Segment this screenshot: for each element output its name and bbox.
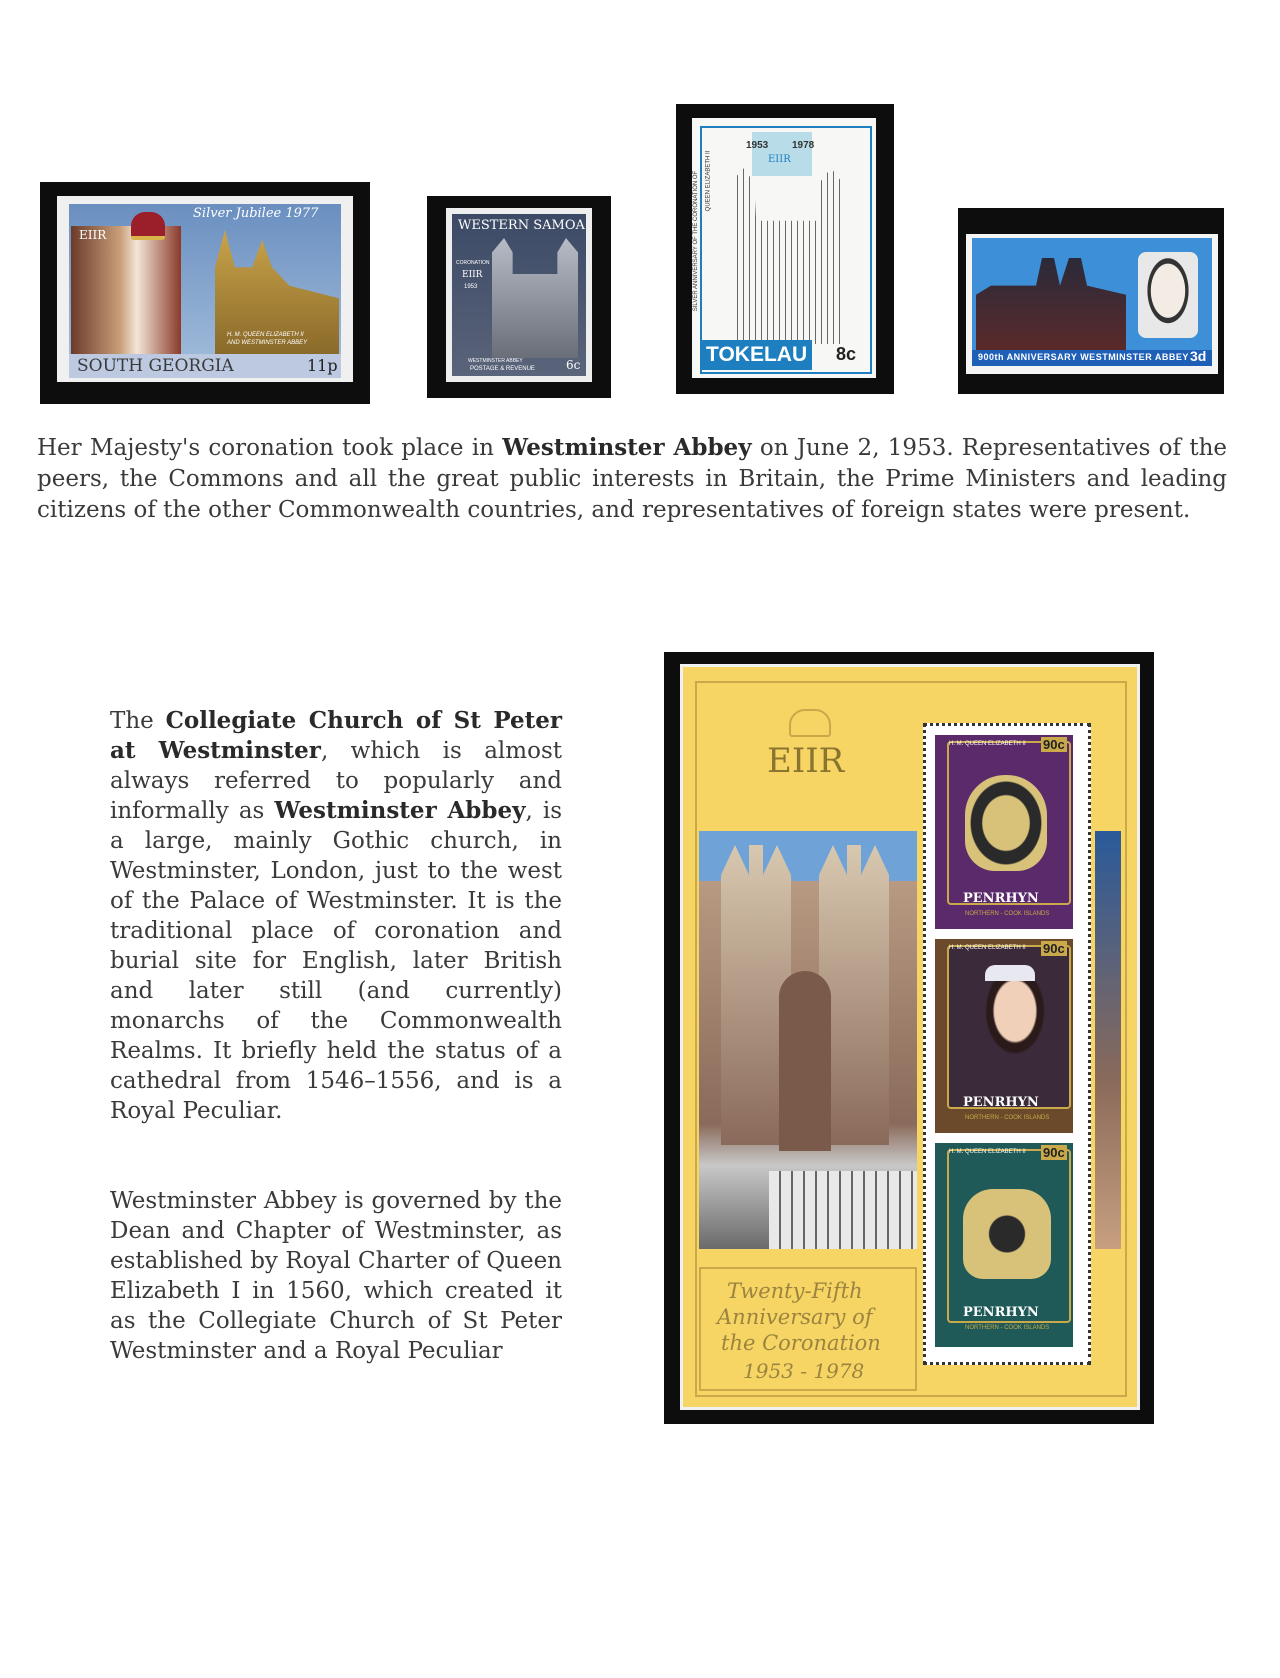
queen-portrait xyxy=(71,226,181,354)
stamp-name: PENRHYN xyxy=(963,891,1039,906)
coronation-year: 1953 xyxy=(464,284,478,290)
stamp-value: 3d xyxy=(1190,348,1207,364)
arms-emblem xyxy=(963,1189,1051,1279)
para1-text-2: , which is almost always referred to popularly and informally as xyxy=(110,738,562,824)
stamp-caption-1: WESTMINSTER ABBEY xyxy=(468,358,523,364)
side-text: SILVER ANNIVERSARY OF THE CORONATION OF xyxy=(693,170,700,312)
sheet-cypher: EIIR xyxy=(767,741,845,781)
stamp-country: TOKELAU xyxy=(706,343,808,366)
abbey-governance xyxy=(110,1186,562,1366)
penrhyn-stamp-cook-arms xyxy=(935,1143,1073,1347)
stamp-country: WESTERN SAMOA xyxy=(458,218,585,233)
cypher: EIIR xyxy=(79,228,107,242)
para1-text-1: The xyxy=(110,708,166,734)
stamp-western-samoa xyxy=(446,208,592,382)
stamp-tokelau xyxy=(692,118,876,378)
stamp-top-text: H. M. QUEEN ELIZABETH II xyxy=(949,1149,1026,1155)
para1-text-3: , is a large, mainly Gothic church, in Westminster, London, just to the west of the Palace of Westminster. It is the traditional place of coronation and burial site for English, later British and later still (and currently) monarchs of the Commonwealth Realms. It briefly held the status of a cathedral from 1546–1556, and is a Royal Peculiar. xyxy=(110,798,563,1124)
stamp-value: 8c xyxy=(836,344,857,364)
stamp-top-text: H. M. QUEEN ELIZABETH II xyxy=(949,741,1026,747)
coronation-label: CORONATION xyxy=(456,260,490,266)
stamp-sub: NORTHERN - COOK ISLANDS xyxy=(965,1115,1050,1121)
sheet-caption-2: Anniversary of xyxy=(717,1305,873,1329)
stamp-sub: NORTHERN - COOK ISLANDS xyxy=(965,911,1050,917)
crown-icon xyxy=(789,709,831,737)
stamp-value: 90c xyxy=(1043,941,1065,956)
sheet-caption-1: Twenty-Fifth xyxy=(727,1279,863,1303)
cypher: EIIR xyxy=(462,270,483,280)
stamp-caption-2: POSTAGE & REVENUE xyxy=(470,366,535,372)
stamp-value: 90c xyxy=(1043,737,1065,752)
royal-arms-emblem xyxy=(965,775,1047,871)
side-text-2: QUEEN ELIZABETH II xyxy=(705,150,712,212)
intro-bold: Westminster Abbey xyxy=(502,434,752,461)
para1-bold-2: Westminster Abbey xyxy=(274,797,526,824)
years-right: 1978 xyxy=(792,140,815,151)
penrhyn-stamp-portrait xyxy=(935,939,1073,1133)
para1-bold-1: Collegiate Church of St Peter at Westminster xyxy=(110,707,562,764)
stamp-value: 6c xyxy=(566,358,581,372)
para2-text: Westminster Abbey is governed by the Dean and Chapter of Westminster, as established by Royal Charter of Queen Elizabeth I in 1560, which created it as the Collegiate Church of St Peter Westminster and a Royal Peculiar xyxy=(110,1188,562,1364)
penrhyn-stamp-arms xyxy=(935,735,1073,929)
stamp-caption-2: AND WESTMINSTER ABBEY xyxy=(227,340,308,346)
stamp-top-text: H. M. QUEEN ELIZABETH II xyxy=(949,945,1026,951)
miniature-sheet xyxy=(680,664,1140,1410)
abbey-photo xyxy=(699,831,917,1249)
crown-shape xyxy=(131,212,165,240)
stamp-south-georgia xyxy=(57,196,353,382)
cypher: EIIR xyxy=(768,154,791,165)
stamp-name: PENRHYN xyxy=(963,1305,1039,1320)
stamp-gb-westminster xyxy=(966,234,1218,374)
stamp-sub: NORTHERN - COOK ISLANDS xyxy=(965,1325,1050,1331)
intro-text-2: on June 2, 1953. Representatives of the peers, the Commons and all the great public interests in Britain, the Prime Ministers and leading citizens of the other Commonwealth countries, and representatives of foreign states were present. xyxy=(37,435,1227,523)
stamp-title: Silver Jubilee 1977 xyxy=(193,206,319,221)
sheet-caption-4: 1953 - 1978 xyxy=(743,1359,865,1383)
intro-paragraph xyxy=(37,432,1227,526)
stamp-caption-1: H. M. QUEEN ELIZABETH II xyxy=(227,332,304,338)
tiara-shape xyxy=(985,965,1035,981)
stamp-country: SOUTH GEORGIA xyxy=(77,356,234,376)
abbey-description xyxy=(110,706,562,1126)
stamp-value: 90c xyxy=(1043,1145,1065,1160)
photo-sliver xyxy=(1095,831,1121,1249)
intro-text-1: Her Majesty's coronation took place in xyxy=(37,435,503,461)
stamp-name: PENRHYN xyxy=(963,1095,1039,1110)
years-left: 1953 xyxy=(746,140,769,151)
stamp-value: 11p xyxy=(307,356,338,375)
queen-cameo xyxy=(1138,252,1198,338)
stamp-caption: 900th ANNIVERSARY WESTMINSTER ABBEY xyxy=(978,352,1189,362)
sheet-caption-3: the Coronation xyxy=(721,1331,881,1355)
